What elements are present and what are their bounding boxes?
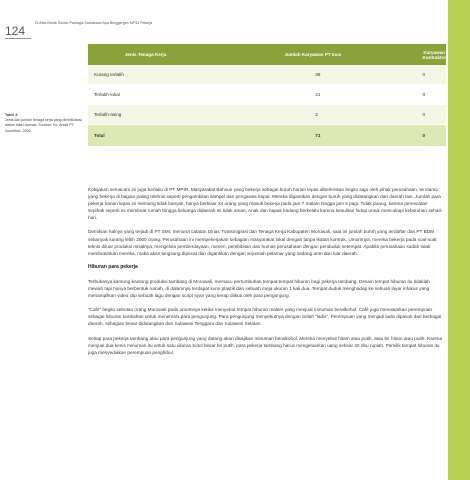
cell-job-type: Terlatih-asing — [88, 105, 203, 125]
total-inco-count: 71 — [203, 125, 422, 147]
running-header: Di Atas Break Sosial: Pantagis Sumasaan Apa Berggergen MP33 Pekerja — [35, 21, 153, 25]
workforce-table — [88, 44, 446, 147]
side-accent-bar — [448, 0, 470, 480]
page-number: 124 — [5, 24, 26, 38]
header-contractor-employees: Karyawan Kontraktor — [423, 44, 446, 65]
paragraph: Demikian halnya yang terjadi di PT SMI, menurut catatan Dinas Transmigrasi dan Tenaga Kerja Kabupaten Morowali, saat ini jumlah buruh yang terdaftar dari PT BDM sebanyak kurang lebih 2000 orang. Perusahaan ini mempekerjakan sebagian masyarakat lokal dengan tanpa ikatan kontrak. Umumnya, mereka bekerja pada soal-soal teknis diluar produksi misalnya, mengelola pemberdayaan, nurseri, pembibitan dan humas perusahaan dengan penduduk setempat. Apabila perusahaan sudah tidak membutuhkan mereka, maka akan langsung dipecat dan digantikan dengan sejumlah pelamar yang sedang antri dari luar daerah. — [88, 229, 437, 256]
table-caption — [5, 113, 83, 134]
total-label: Total — [88, 125, 203, 147]
section-heading: Hiburan para pekerja — [88, 263, 138, 270]
paragraph: Kebijakan semacam ini juga berlaku di PT MPIR. Masyarakat Bahoue yang bekerja sebagai buruh harian lepas diberlenkan begitu saja oleh pihak perusahaan, terutama yang bekerja di bagian paling tekhnis seperti pengambilan sampel dan pengawas kapal. Mereka digantikan dengan buruh yang didatangkan dari daerah lain. Jumlah para pekerja harian lepas ini memang tidak banyak, hanya berkisar 24 orang yang masuk bekerja pada jam 7 malam hingga jam 6 pagi. Tidak jarang, karena pemecatan sepihak seperti ini membuat rumah tangga keluarga didaerah ini tidak aman. Anak dan bapak kadang berkelahi karena kesulitan hidup untuk mencukupi kebutuhan sehari-hari. — [88, 187, 443, 221]
table-row — [88, 105, 446, 125]
table-total-row — [88, 125, 446, 147]
cell-inco-count: 2 — [203, 105, 422, 125]
cell-job-type: Kurang terlatih — [88, 65, 203, 85]
cell-job-type: Terlatih-lokal — [88, 85, 203, 105]
table-row — [88, 85, 446, 105]
paragraph: “Café” begitu sebutan orang Morowali pada umumnya ketika menyebut tempat hiburan malam yang menjual minuman beralkohol. Café juga menawarkan perempuan sebagai hiburan tambahan untuk menemani para pengunjung. Para pengunjung menyebutnya dengan istilah “ladis”. Perempuan yang menjadi ladis dipasok dari berbagai daerah, sebagian besar didatangkan dari Sulawesi Tenggara dan Sulawesi Selatan. — [88, 307, 442, 327]
header-inco-employees: Jumlah Karyawan PT Inco — [203, 44, 422, 65]
total-contractor-count: 0 — [423, 125, 446, 147]
cell-contractor-count: 0 — [423, 85, 446, 105]
header-job-type: Jenis Tenaga Kerja — [88, 44, 203, 65]
table-header-row — [88, 44, 446, 65]
article-body — [88, 186, 444, 363]
header-rule — [5, 38, 31, 39]
cell-contractor-count: 0 — [423, 105, 446, 125]
caption-text: Jenis dan jumlah tenaga kerja yang dimiliki/atasi dalam tabel operasi. Sumber: Ko. Andal PT. Inco/Walc, 2006 — [5, 118, 82, 133]
cell-inco-count: 31 — [203, 85, 422, 105]
cell-inco-count: 38 — [203, 65, 422, 85]
paragraph: Terbukanya kantong-kantong produksi tambang di Morowali, memacu pertumbuhan tempat-tempat hiburan bagi pekerja tambang. Desain tempat hiburan itu tidaklah mewah tapi hanya berbentuk rumah, di dalamnya terdapat kursi plastik dan sebuah meja ukuran 1 kali dua. Tempat duduk menghadap ke sebuah layar infokus yang menampilkan video clip sebuah lagu dengan script syair yang kerap diikuti oleh para pengunjung. — [88, 278, 430, 299]
caption-title: Tabel 3: — [5, 113, 19, 117]
paragraph: Setiap para pekerja tambang atau para pengunjung yang datang akan disajikan minuman beralkohol. Mereka menyebut hitam atau putih, atau bir hitam atau putih. Karena menjual dua kenis minuman itu untuk satu ukuran botol besar bir putih, para pekerja tambang harus mengeluarkan uang sebsar 40 ribu rupiah. Pemilik tempat hiburan itu juga menyediakan perempuan penghibur. — [88, 335, 443, 355]
table-row — [88, 65, 446, 85]
cell-contractor-count: 0 — [423, 65, 446, 85]
